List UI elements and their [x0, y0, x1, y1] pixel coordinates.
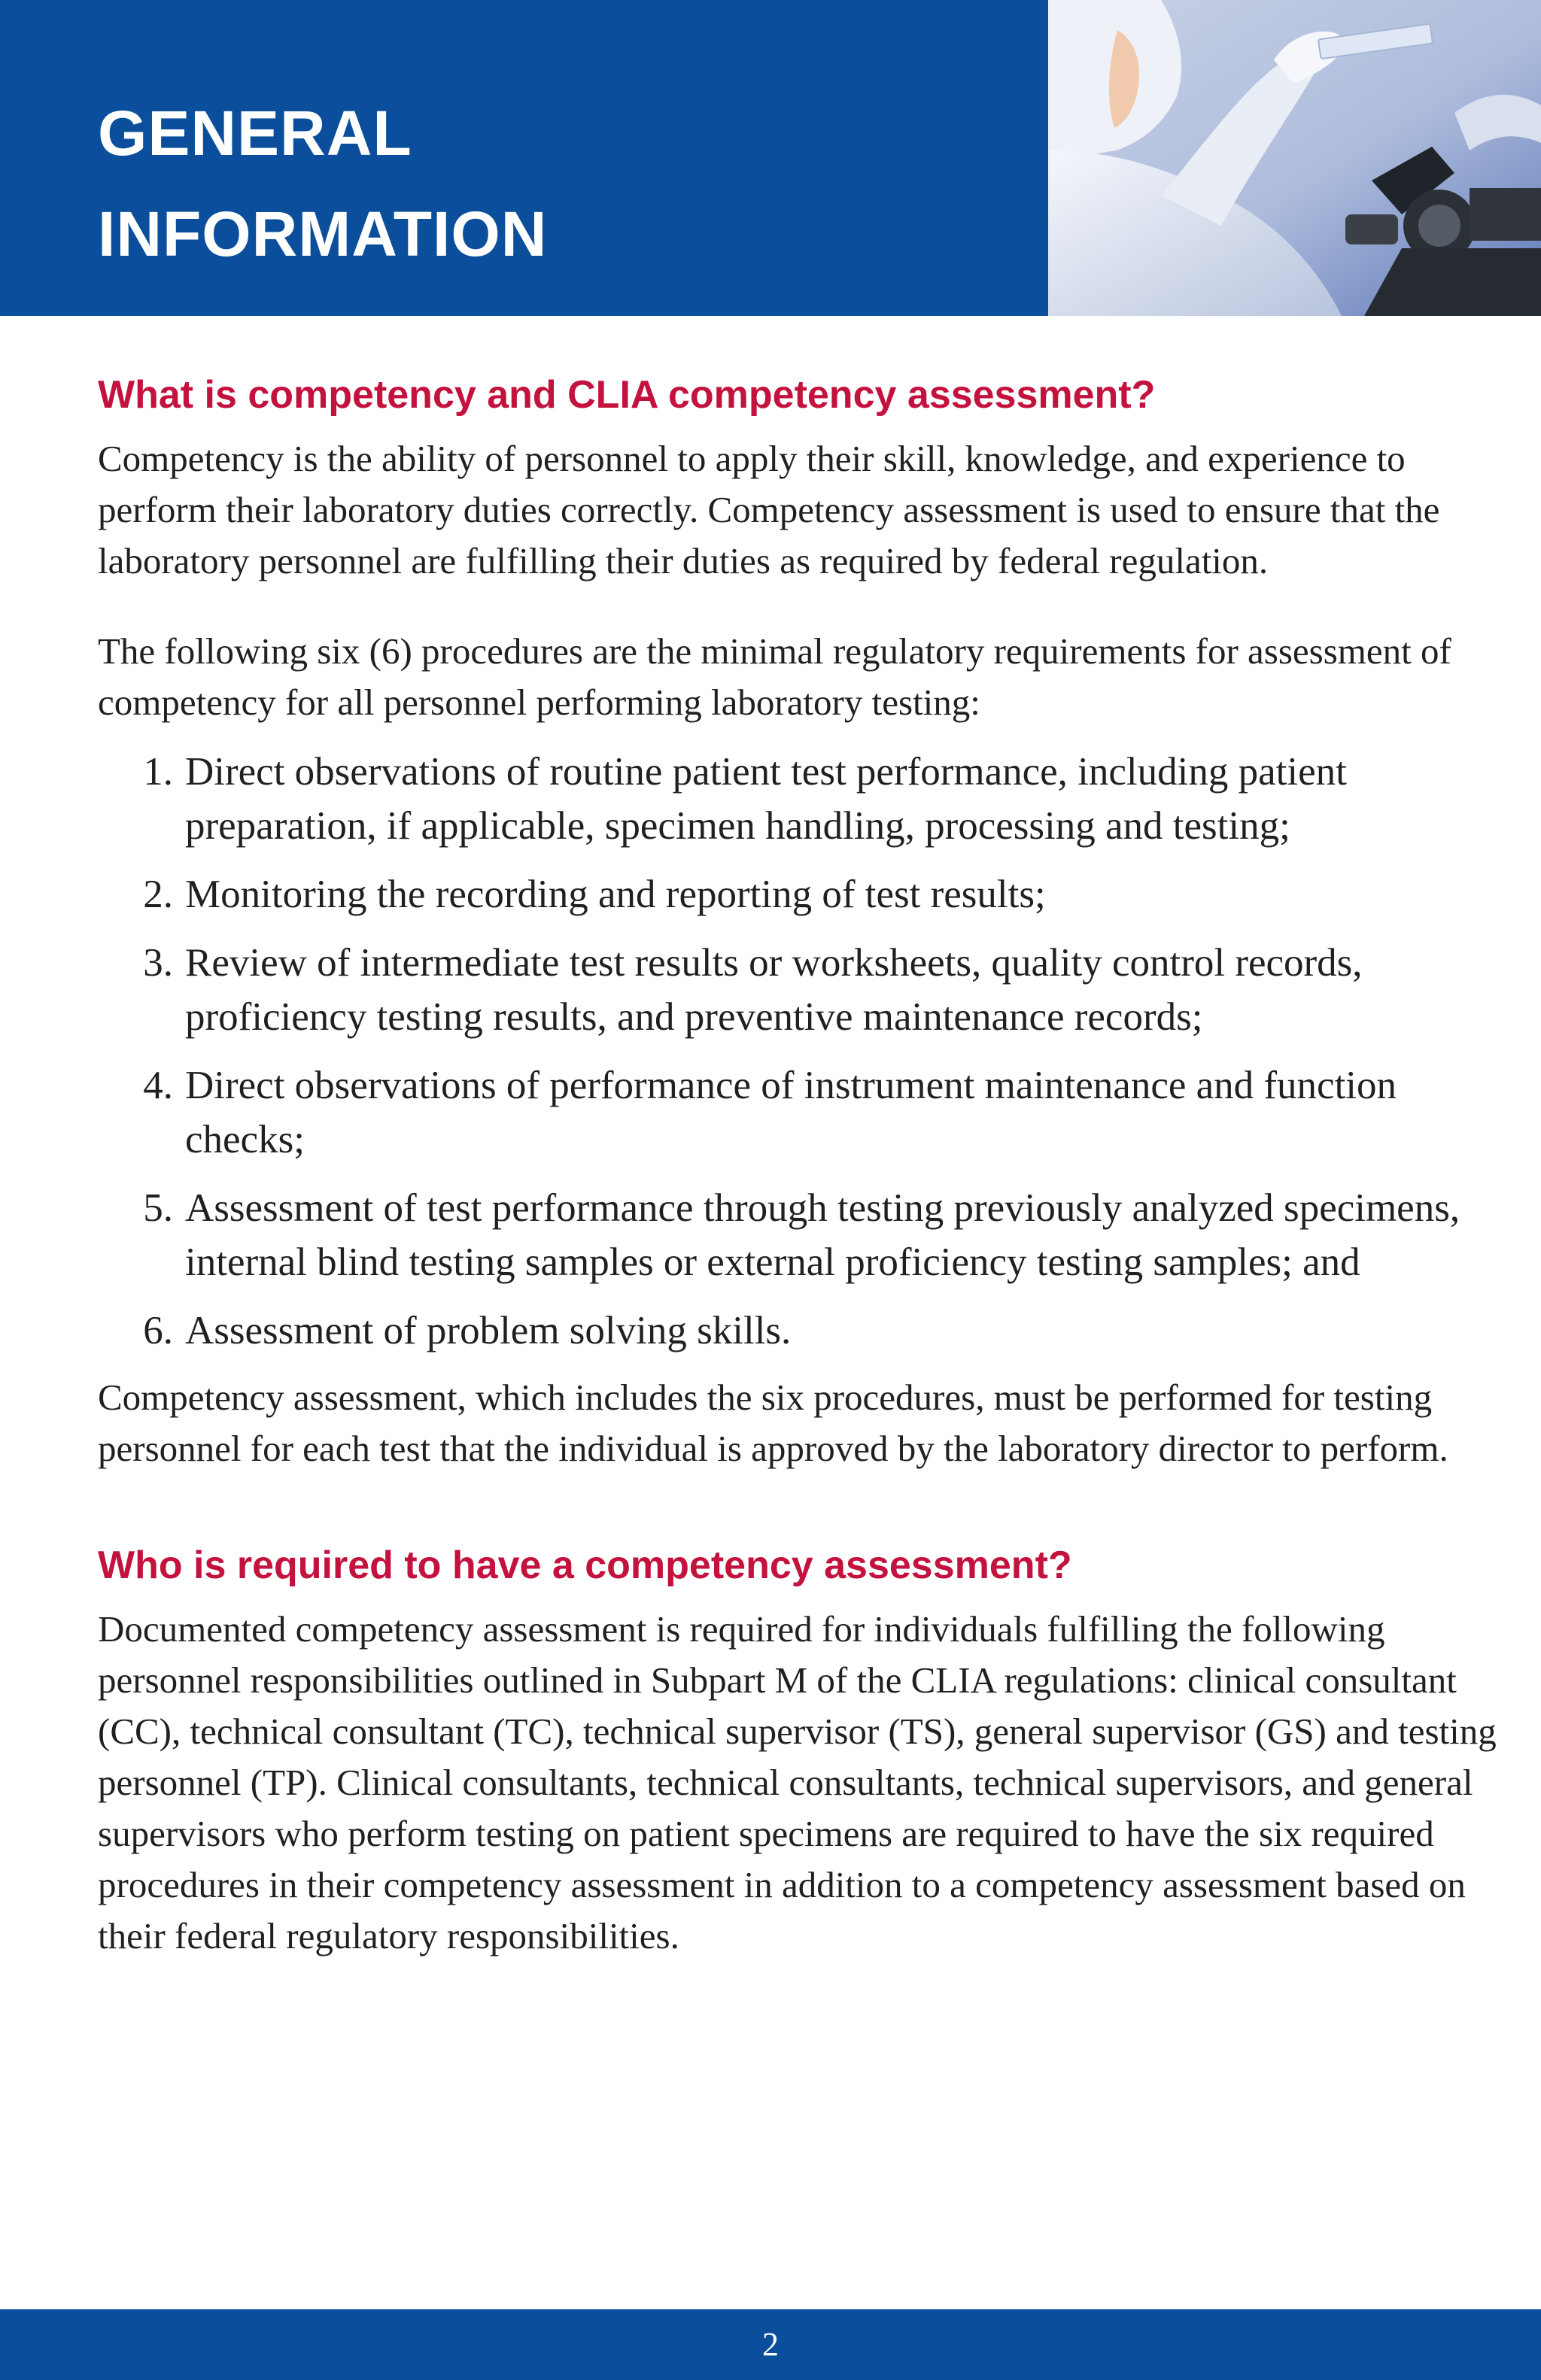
list-item-text: Monitoring the recording and reporting of test results; [185, 873, 1046, 916]
scientist-with-microscope-photo [1048, 0, 1541, 316]
list-item [98, 1304, 1497, 1358]
section-heading-competency: What is competency and CLIA competency assessment? [98, 373, 1156, 417]
list-item [98, 936, 1497, 1044]
list-item [98, 745, 1497, 853]
competency-definition-paragraph: Competency is the ability of personnel to apply their skill, knowledge, and experience to perform their laboratory duties correctly. Competency assessment is used to ensure that the laboratory personnel are fulfilling their duties as required by federal regulation. [98, 438, 1440, 581]
who-required-paragraph: Documented competency assessment is required for individuals fulfilling the following personnel responsibilities outlined in Subpart M of the CLIA regulations: clinical consultant (CC), technical consultant (TC), technical supervisor (TS), general supervisor (GS) and testing personnel (TP). Clinical consultants, technical consultants, technical supervisors, and general supervisors who perform testing on patient specimens are required to have the six required procedures in their competency assessment in addition to a competency assessment based on their federal regulatory responsibilities. [98, 1608, 1497, 1957]
list-item-number: 3. [143, 941, 173, 985]
list-item [98, 867, 1497, 921]
list-item-text: Assessment of problem solving skills. [185, 1309, 792, 1352]
list-item [98, 1058, 1497, 1167]
list-item-text: Assessment of test performance through testing previously analyzed specimens, internal blind testing samples or external proficiency testing samples; and [185, 1186, 1460, 1284]
list-item-number: 6. [143, 1309, 173, 1352]
list-item-text: Review of intermediate test results or worksheets, quality control records, proficiency testing results, and preventive maintenance records; [185, 941, 1363, 1039]
section-heading-who-required: Who is required to have a competency assessment? [98, 1544, 1072, 1587]
main-content [98, 369, 1497, 1962]
six-procedures-intro-paragraph: The following six (6) procedures are the minimal regulatory requirements for assessment of competency for all personnel performing laboratory testing: [98, 630, 1451, 723]
list-item-number: 1. [143, 750, 173, 794]
list-item-text: Direct observations of routine patient test performance, including patient preparation, if applicable, specimen handling, processing and testing; [185, 750, 1347, 848]
page-title [98, 83, 547, 284]
page-title-line-1: GENERAL [98, 98, 412, 168]
page-number: 2 [762, 2326, 779, 2363]
list-item-number: 2. [143, 873, 173, 916]
footer-band [0, 2309, 1541, 2380]
list-item [98, 1181, 1497, 1289]
header-band [0, 0, 1541, 316]
page-title-line-2: INFORMATION [98, 199, 548, 269]
procedures-list [98, 745, 1497, 1358]
list-item-number: 5. [143, 1186, 173, 1230]
list-item-text: Direct observations of performance of instrument maintenance and function checks; [185, 1064, 1397, 1161]
list-item-number: 4. [143, 1064, 173, 1107]
competency-requirement-paragraph: Competency assessment, which includes the six procedures, must be performed for testing personnel for each test that the individual is approved by the laboratory director to perform. [98, 1377, 1448, 1469]
